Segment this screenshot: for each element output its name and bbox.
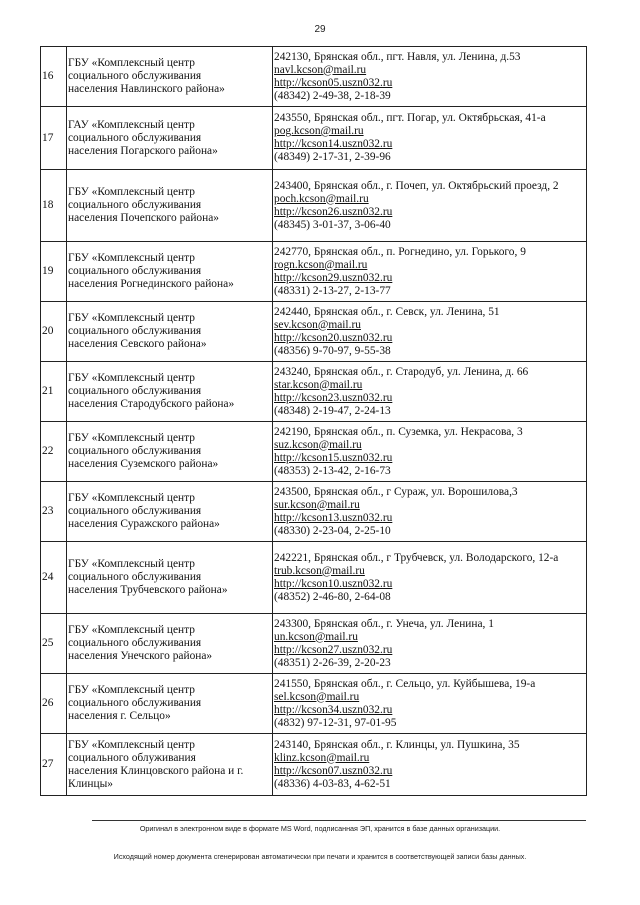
organization-name-line: ГБУ «Комплексный центр: [68, 312, 195, 324]
organization-name-line: ГБУ «Комплексный центр: [68, 624, 195, 636]
table-row: [41, 422, 587, 482]
postal-address: 243400, Брянская обл., г. Почеп, ул. Октябрьский проезд, 2: [274, 179, 559, 192]
organization-name-line: социального обслуживания: [68, 697, 202, 709]
email-link[interactable]: sur.kcson@mail.ru: [274, 498, 360, 511]
organization-name-line: ГБУ «Комплексный центр: [68, 372, 195, 384]
organization-name-line: социального обслуживания: [68, 265, 202, 277]
organization-name-line: социального обслуживания: [68, 385, 202, 397]
contact-details: [273, 614, 587, 674]
email-link[interactable]: navl.kcson@mail.ru: [274, 63, 367, 76]
organization-name: [67, 674, 273, 734]
phone-numbers: (48348) 2-19-47, 2-24-13: [274, 404, 391, 417]
organization-name: [67, 542, 273, 614]
organization-name-line: социального обслуживания: [68, 505, 202, 517]
contact-details: [273, 542, 587, 614]
website-link[interactable]: http://kcson20.uszn032.ru: [274, 331, 393, 344]
organization-name-line: ГБУ «Комплексный центр: [68, 738, 195, 751]
organization-name-line: ГБУ «Комплексный центр: [68, 558, 195, 570]
organization-name-line: населения Клинцовского района и г.: [68, 764, 244, 777]
table-row: [41, 674, 587, 734]
organization-name-line: населения г. Сельцо»: [68, 710, 171, 722]
page-number: 29: [314, 24, 326, 35]
table-row: [41, 47, 587, 107]
phone-numbers: (48331) 2-13-27, 2-13-77: [274, 284, 391, 297]
organization-name-line: населения Унечского района»: [68, 650, 213, 662]
organization-name-line: Клинцы»: [68, 777, 113, 790]
organization-name: [67, 47, 273, 107]
email-link[interactable]: poch.kcson@mail.ru: [274, 192, 369, 205]
table-row: [41, 482, 587, 542]
table-row: [41, 734, 587, 796]
email-link[interactable]: star.kcson@mail.ru: [274, 378, 363, 391]
organization-name-line: социального обслуживания: [68, 571, 202, 583]
organization-name-line: ГБУ «Комплексный центр: [68, 186, 195, 198]
row-number: 17: [41, 107, 67, 170]
organization-name: [67, 242, 273, 302]
organization-name-line: ГБУ «Комплексный центр: [68, 252, 195, 264]
postal-address: 242190, Брянская обл., п. Суземка, ул. Некрасова, 3: [274, 425, 523, 438]
postal-address: 241550, Брянская обл., г. Сельцо, ул. Куйбышева, 19-а: [274, 677, 536, 690]
organization-name-line: социального обслуживания: [68, 131, 202, 144]
row-number: 23: [41, 482, 67, 542]
organization-name-line: социального обслуживания: [68, 199, 202, 211]
phone-numbers: (48345) 3-01-37, 3-06-40: [274, 218, 391, 231]
postal-address: 243140, Брянская обл., г. Клинцы, ул. Пушкина, 35: [274, 738, 520, 751]
footer-note-original: Оригинал в электронном виде в формате MS Word, подписанная ЭП, хранится в базе данных организации.: [139, 824, 501, 833]
contact-details: [273, 482, 587, 542]
organization-name-line: социального обслуживания: [68, 325, 202, 337]
row-number: 26: [41, 674, 67, 734]
footer-note-outgoing-number: Исходящий номер документа сгенерирован автоматически при печати и хранится в соответствующей записи базы данных.: [113, 852, 527, 861]
postal-address: 242440, Брянская обл., г. Севск, ул. Ленина, 51: [274, 305, 500, 318]
email-link[interactable]: sel.kcson@mail.ru: [274, 690, 360, 703]
contact-details: [273, 734, 587, 796]
contact-details: [273, 302, 587, 362]
email-link[interactable]: rogn.kcson@mail.ru: [274, 258, 368, 271]
website-link[interactable]: http://kcson15.uszn032.ru: [274, 451, 393, 464]
row-number: 20: [41, 302, 67, 362]
phone-numbers: (48356) 9-70-97, 9-55-38: [274, 344, 391, 357]
postal-address: 243550, Брянская обл., пгт. Погар, ул. Октябрьская, 41-а: [274, 112, 546, 124]
website-link[interactable]: http://kcson29.uszn032.ru: [274, 271, 393, 284]
row-number: 19: [41, 242, 67, 302]
website-link[interactable]: http://kcson13.uszn032.ru: [274, 511, 393, 524]
postal-address: 243500, Брянская обл., г Сураж, ул. Ворошилова,3: [274, 485, 518, 498]
email-link[interactable]: suz.kcson@mail.ru: [274, 438, 362, 451]
organization-name-line: социального облуживания: [68, 751, 196, 764]
organization-name: [67, 614, 273, 674]
contact-details: [273, 674, 587, 734]
contact-details: [273, 47, 587, 107]
email-link[interactable]: sev.kcson@mail.ru: [274, 318, 361, 331]
organization-name: [67, 302, 273, 362]
postal-address: 242221, Брянская обл., г Трубчевск, ул. Володарского, 12-а: [274, 551, 559, 564]
organization-name: [67, 482, 273, 542]
phone-numbers: (48349) 2-17-31, 2-39-96: [274, 151, 391, 163]
organization-name-line: населения Рогнединского района»: [68, 278, 234, 290]
row-number: 25: [41, 614, 67, 674]
contact-details: [273, 362, 587, 422]
row-number: 22: [41, 422, 67, 482]
organization-name-line: населения Севского района»: [68, 338, 207, 350]
footer-divider: [92, 820, 586, 821]
organization-name-line: ГБУ «Комплексный центр: [68, 492, 195, 504]
phone-numbers: (48353) 2-13-42, 2-16-73: [274, 464, 391, 477]
email-link[interactable]: un.kcson@mail.ru: [274, 630, 358, 643]
organization-name-line: ГБУ «Комплексный центр: [68, 684, 195, 696]
row-number: 21: [41, 362, 67, 422]
email-link[interactable]: klinz.kcson@mail.ru: [274, 751, 370, 764]
organizations-table: [40, 46, 587, 796]
postal-address: 243300, Брянская обл., г. Унеча, ул. Ленина, 1: [274, 617, 494, 630]
organization-name-line: социального обслуживания: [68, 445, 202, 457]
organization-name-line: социального обслуживания: [68, 637, 202, 649]
organization-name-line: населения Суражского района»: [68, 518, 220, 530]
contact-details: [273, 107, 587, 170]
row-number: 27: [41, 734, 67, 796]
website-link[interactable]: http://kcson26.uszn032.ru: [274, 205, 393, 218]
organization-name-line: ГБУ «Комплексный центр: [68, 432, 195, 444]
organization-name-line: населения Навлинского района»: [68, 83, 225, 95]
organization-name-line: населения Почепского района»: [68, 212, 219, 224]
website-link[interactable]: http://kcson05.uszn032.ru: [274, 76, 393, 89]
row-number: 24: [41, 542, 67, 614]
postal-address: 242130, Брянская обл., пгт. Навля, ул. Ленина, д.53: [274, 50, 521, 63]
contact-details: [273, 422, 587, 482]
organization-name-line: населения Стародубского района»: [68, 398, 235, 410]
organization-name: [67, 362, 273, 422]
website-link[interactable]: http://kcson07.uszn032.ru: [274, 764, 393, 777]
organization-name-line: социального обслуживания: [68, 70, 202, 82]
table-row: [41, 170, 587, 242]
phone-numbers: (48336) 4-03-83, 4-62-51: [274, 777, 391, 790]
postal-address: 243240, Брянская обл., г. Стародуб, ул. Ленина, д. 66: [274, 365, 529, 378]
website-link[interactable]: http://kcson23.uszn032.ru: [274, 391, 393, 404]
contact-details: [273, 170, 587, 242]
organizations-table-body: [41, 47, 587, 796]
phone-numbers: (4832) 97-12-31, 97-01-95: [274, 716, 397, 729]
email-link[interactable]: pog.kcson@mail.ru: [274, 125, 364, 137]
organization-name: [67, 107, 273, 170]
phone-numbers: (48342) 2-49-38, 2-18-39: [274, 89, 391, 102]
table-row: [41, 242, 587, 302]
organization-name-line: ГАУ «Комплексный центр: [68, 118, 195, 131]
table-row: [41, 107, 587, 170]
phone-numbers: (48352) 2-46-80, 2-64-08: [274, 590, 391, 603]
row-number: 18: [41, 170, 67, 242]
postal-address: 242770, Брянская обл., п. Рогнедино, ул. Горького, 9: [274, 245, 526, 258]
table-row: [41, 542, 587, 614]
organization-name-line: населения Трубчевского района»: [68, 584, 228, 596]
organization-name-line: населения Суземского района»: [68, 458, 219, 470]
table-row: [41, 362, 587, 422]
organization-name: [67, 422, 273, 482]
organization-name: [67, 734, 273, 796]
table-row: [41, 614, 587, 674]
website-link[interactable]: http://kcson34.uszn032.ru: [274, 703, 393, 716]
organization-name-line: ГБУ «Комплексный центр: [68, 57, 195, 69]
email-link[interactable]: trub.kcson@mail.ru: [274, 564, 365, 577]
table-row: [41, 302, 587, 362]
website-link[interactable]: http://kcson27.uszn032.ru: [274, 643, 393, 656]
phone-numbers: (48351) 2-26-39, 2-20-23: [274, 656, 391, 669]
organization-name-line: населения Погарского района»: [68, 144, 218, 157]
row-number: 16: [41, 47, 67, 107]
phone-numbers: (48330) 2-23-04, 2-25-10: [274, 524, 391, 537]
organization-name: [67, 170, 273, 242]
website-link[interactable]: http://kcson14.uszn032.ru: [274, 138, 393, 150]
website-link[interactable]: http://kcson10.uszn032.ru: [274, 577, 393, 590]
contact-details: [273, 242, 587, 302]
